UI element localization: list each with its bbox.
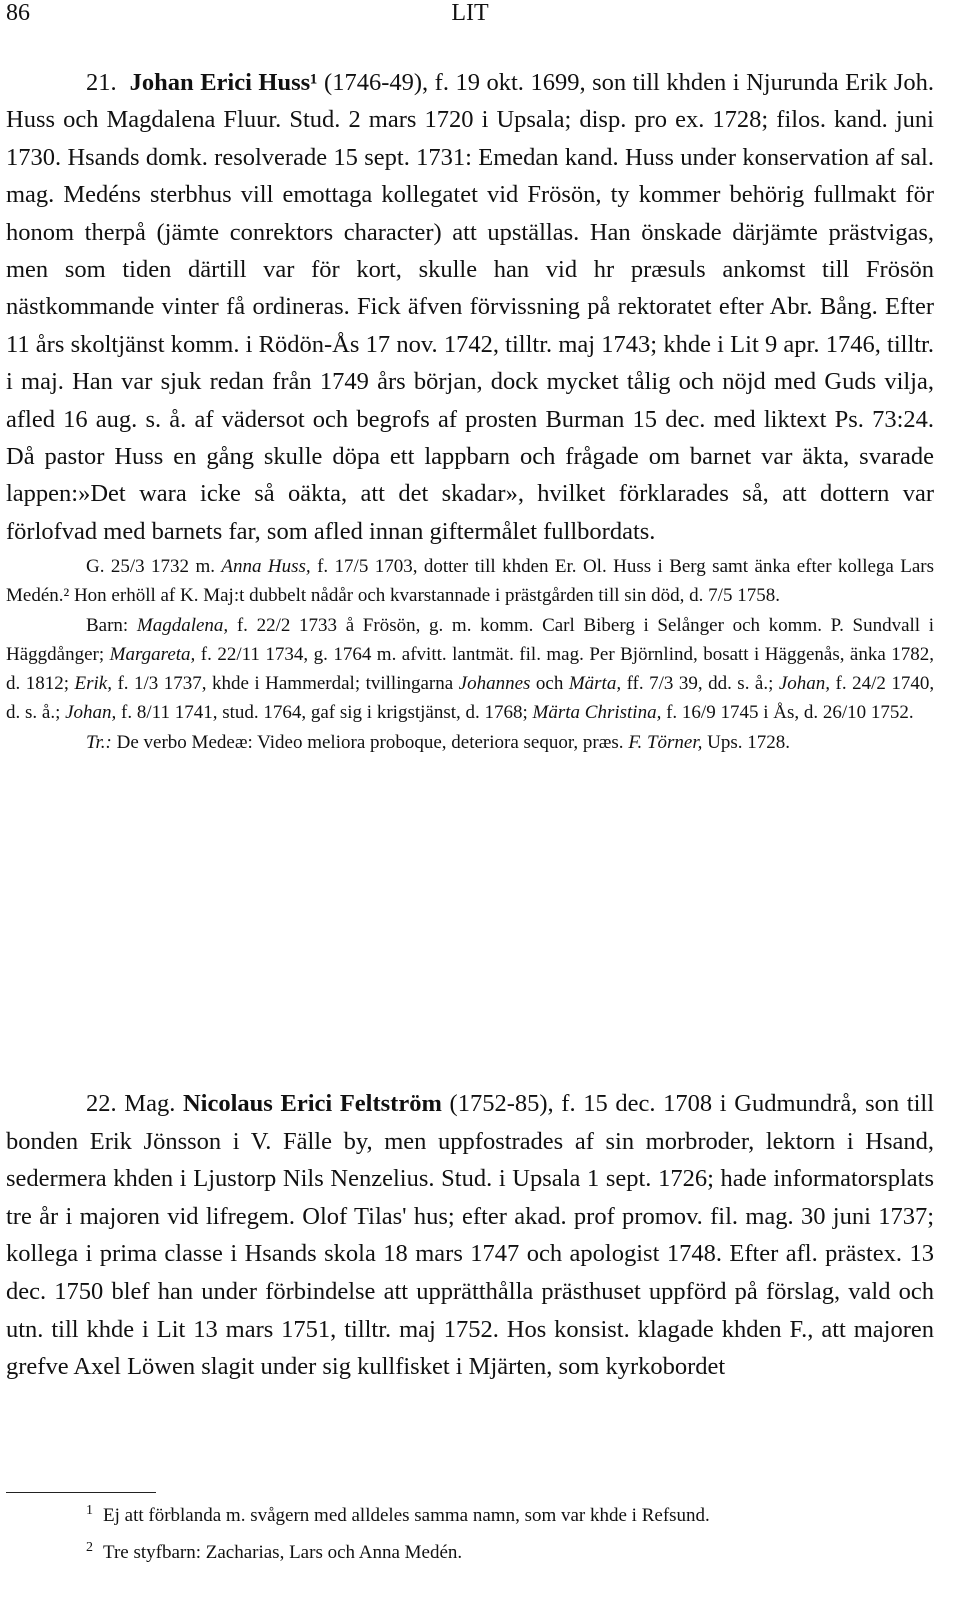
entry-22-name: Nicolaus Erici Feltström xyxy=(182,1090,442,1117)
entry-21-paragraph xyxy=(6,64,934,550)
entry-22-paragraph xyxy=(6,1085,934,1386)
footnote-text: Ej att förblanda m. svågern med alldeles samma namn, som var khde i Refsund. xyxy=(103,1505,710,1526)
tr-place: Ups. 1728. xyxy=(707,731,791,753)
child-name: Erik, xyxy=(74,673,112,695)
footnote-mark: 1 xyxy=(86,1502,93,1518)
child-name: Johan, xyxy=(778,673,831,695)
child-name: Margareta, xyxy=(109,643,196,665)
footnote-1 xyxy=(86,1504,926,1528)
entry-21-number: 21. xyxy=(86,69,117,96)
entry-21-marriage xyxy=(6,552,934,610)
entry-22 xyxy=(6,1085,934,1386)
entry-21 xyxy=(6,64,934,757)
entry-22-number: 22. Mag. xyxy=(86,1090,176,1117)
running-title: LIT xyxy=(451,0,489,26)
child-name: Märta, xyxy=(568,673,622,695)
tr-author: F. Törner, xyxy=(628,731,703,753)
child-name: Johan, xyxy=(65,702,117,724)
tr-label: Tr.: xyxy=(86,731,112,753)
marriage-text: f. 17/5 1703, dotter till khden Er. Ol. Huss i Berg samt änka efter kollega Lars Medén.² Hon erhöll af K. Maj:t dubbelt nådår och kvarstannade i prästgården till sin död, d. 7/5 1758. xyxy=(6,556,935,607)
child-text: f. 22/11 1734, g. 1764 m. afvitt. lantmät. fil. mag. Per Björnlind, bosatt i Häggenås, änka 1782, d. 1812; xyxy=(6,643,935,695)
wife-name: Anna Huss, xyxy=(221,556,311,578)
entry-22-body: (1752-85), f. 15 dec. 1708 i Gudmundrå, son till bonden Erik Jönsson i V. Fälle by, men uppfostrades af sin morbroder, lektorn i Hsand, sedermera khden i Ljustorp Nils Nenzelius. Stud. i Upsala 1 sept. 1726; hade informatorsplats tre år i majoren vid lifregem. Olof Tilas' hus; efter akad. prof promov. fil. mag. 30 juni 1737; kollega i prima classe i Hsands skola 18 mars 1747 och apologist 1748. Efter afl. prästex. 13 dec. 1750 blef han under förbindelse att upprätthålla prästhuset uppförd på förslag, vald och utn. till khde i Lit 13 mars 1751, tilltr. maj 1752. Hos konsist. klagade khden F., att majoren grefve Axel Löwen slagit under sig kullfisket i Mjärten, som kyrkobordet xyxy=(6,1090,934,1381)
entry-21-children xyxy=(6,611,934,728)
tr-text: De verbo Medeæ: Video meliora proboque, deteriora sequor, præs. xyxy=(116,731,624,753)
page-header xyxy=(6,0,934,28)
child-text: f. 8/11 1741, stud. 1764, gaf sig i krigstjänst, d. 1768; xyxy=(121,702,528,724)
entry-21-tr xyxy=(6,728,934,757)
footnote-rule xyxy=(6,1492,156,1493)
child-name: Märta Christina, xyxy=(532,702,662,724)
child-text: f. 24/2 1740, d. s. å.; xyxy=(6,673,935,724)
child-text: ff. 7/3 39, dd. s. å.; xyxy=(626,673,774,695)
entry-21-name: Johan Erici Huss¹ xyxy=(129,69,318,96)
children-label: Barn: xyxy=(86,614,129,636)
child-name: Magdalena, xyxy=(136,614,229,636)
footnote-text: Tre styfbarn: Zacharias, Lars och Anna Medén. xyxy=(103,1542,463,1563)
child-text: f. 16/9 1745 i Ås, d. 26/10 1752. xyxy=(666,702,914,724)
entry-21-body: (1746-49), f. 19 okt. 1699, son till khden i Njurunda Erik Joh. Huss och Magdalena Fluur. Stud. 2 mars 1720 i Upsala; disp. pro ex. 1728; filos. kand. juni 1730. Hsands domk. resolverade 15 sept. 1731: Emedan kand. Huss under konservation af sal. mag. Medéns sterbhus vill emottaga kollegatet vid Frösön, ty kommer behörig fullmakt för honom therpå (jämte conrektors character) att upställas. Han önskade därjämte prästvigas, men som tiden därtill var för kort, skulle han vid hr præsuls ankomst till Frösön nästkommande vinter få ordineras. Fick äfven förvissning på rektoratet efter Abr. Bång. Efter 11 års skoltjänst komm. i Rödön-Ås 17 nov. 1742, tilltr. maj 1743; khde i Lit 9 apr. 1746, tilltr. i maj. Han var sjuk redan från 1749 års början, dock mycket tålig och nöjd med Guds vilja, afled 16 aug. s. å. af vädersot och begrofs af prosten Burman 15 dec. med liktext Ps. 73:24. Då pastor Huss en gång skulle döpa ett lappbarn och frågade om barnet var äkta, svarade lappen:»Det wara icke så oäkta, att det skadar», hvilket förklarades så, att dottern var förlofvad med barnets far, som afled innan giftermålet fullbordats. xyxy=(6,69,935,545)
child-text: och xyxy=(535,673,564,695)
page-number: 86 xyxy=(6,0,30,26)
footnote-mark: 2 xyxy=(86,1539,93,1555)
child-text: f. 22/2 1733 å Frösön, g. m. komm. Carl Biberg i Selånger och komm. P. Sundvall i Häggdånger; xyxy=(6,614,935,665)
marriage-prefix: G. 25/3 1732 m. xyxy=(86,556,215,578)
footnote-2 xyxy=(86,1541,926,1565)
child-name: Johannes xyxy=(458,673,531,695)
child-text: f. 1/3 1737, khde i Hammerdal; tvillingarna xyxy=(117,673,454,695)
